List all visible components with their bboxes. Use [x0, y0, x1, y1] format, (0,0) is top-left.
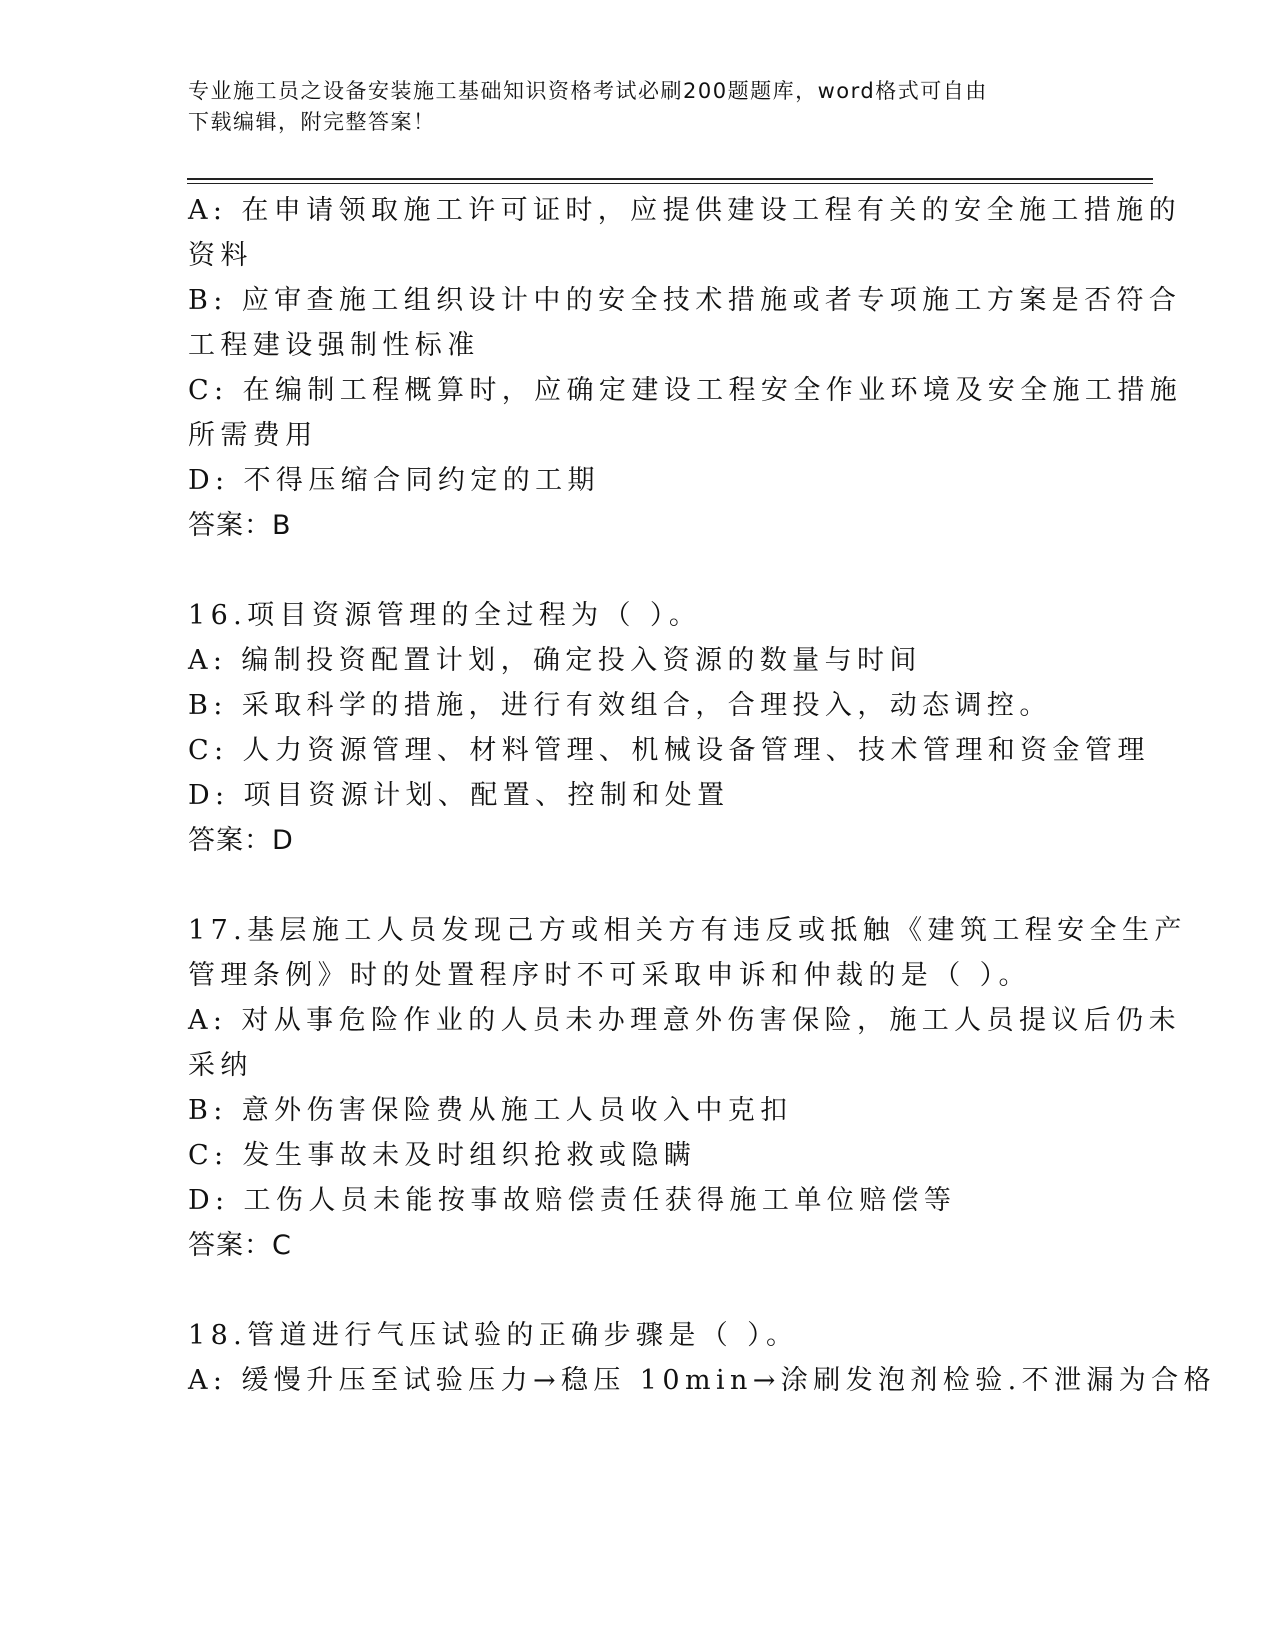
option-b: B: 采取科学的措施，进行有效组合，合理投入，动态调控。: [188, 690, 1052, 721]
question-spacer: [188, 548, 1088, 593]
option-c: C: 人力资源管理、材料管理、机械设备管理、技术管理和资金管理: [188, 735, 1150, 766]
option-b-line-1: B: 应审查施工组织设计中的安全技术措施或者专项施工方案是否符合: [188, 285, 1182, 316]
question-text-line-2: 管理条例》时的处置程序时不可采取申诉和仲裁的是（ ）。: [188, 960, 1031, 991]
header-line-2: 下载编辑，附完整答案！: [188, 110, 436, 134]
question-17: [188, 908, 1187, 1268]
question-18: [188, 1313, 1216, 1403]
option-a-line-2: 资料: [188, 240, 253, 271]
option-a-line-1: A: 在申请领取施工许可证时，应提供建设工程有关的安全施工措施的: [188, 195, 1181, 226]
answer: 答案：B: [188, 510, 292, 541]
header-divider-thick: [187, 178, 1153, 180]
question-spacer: [188, 1268, 1088, 1313]
header-line-1: 专业施工员之设备安装施工基础知识资格考试必刷200题题库，word格式可自由: [188, 79, 988, 103]
option-c: C: 发生事故未及时组织抢救或隐瞒: [188, 1140, 697, 1171]
option-d: D: 项目资源计划、配置、控制和处置: [188, 780, 730, 811]
question-text-line-1: 17.基层施工人员发现己方或相关方有违反或抵触《建筑工程安全生产: [188, 915, 1187, 946]
option-b-line-2: 工程建设强制性标准: [188, 330, 480, 361]
option-a-line-2: 采纳: [188, 1050, 253, 1081]
question-list: [188, 188, 1216, 1403]
option-d: D: 不得压缩合同约定的工期: [188, 465, 600, 496]
question-text: 18.管道进行气压试验的正确步骤是（ ）。: [188, 1320, 799, 1351]
option-c-line-1: C: 在编制工程概算时，应确定建设工程安全作业环境及安全施工措施: [188, 375, 1183, 406]
header-divider-thin: [187, 183, 1153, 184]
question-16: [188, 593, 1150, 863]
question-spacer: [188, 863, 1088, 908]
option-b: B: 意外伤害保险费从施工人员收入中克扣: [188, 1095, 793, 1126]
answer: 答案：C: [188, 1230, 292, 1261]
option-d: D: 工伤人员未能按事故赔偿责任获得施工单位赔偿等: [188, 1185, 957, 1216]
question-text: 16.项目资源管理的全过程为（ ）。: [188, 600, 702, 631]
document-header: [188, 76, 1068, 138]
option-a: A: 编制投资配置计划，确定投入资源的数量与时间: [188, 645, 922, 676]
answer: 答案：D: [188, 825, 294, 856]
option-c-line-2: 所需费用: [188, 420, 318, 451]
option-a-line-1: A: 对从事危险作业的人员未办理意外伤害保险，施工人员提议后仍未: [188, 1005, 1181, 1036]
question-15: [188, 188, 1183, 548]
option-a: A: 缓慢升压至试验压力→稳压 10min→涂刷发泡剂检验.不泄漏为合格: [188, 1365, 1216, 1396]
